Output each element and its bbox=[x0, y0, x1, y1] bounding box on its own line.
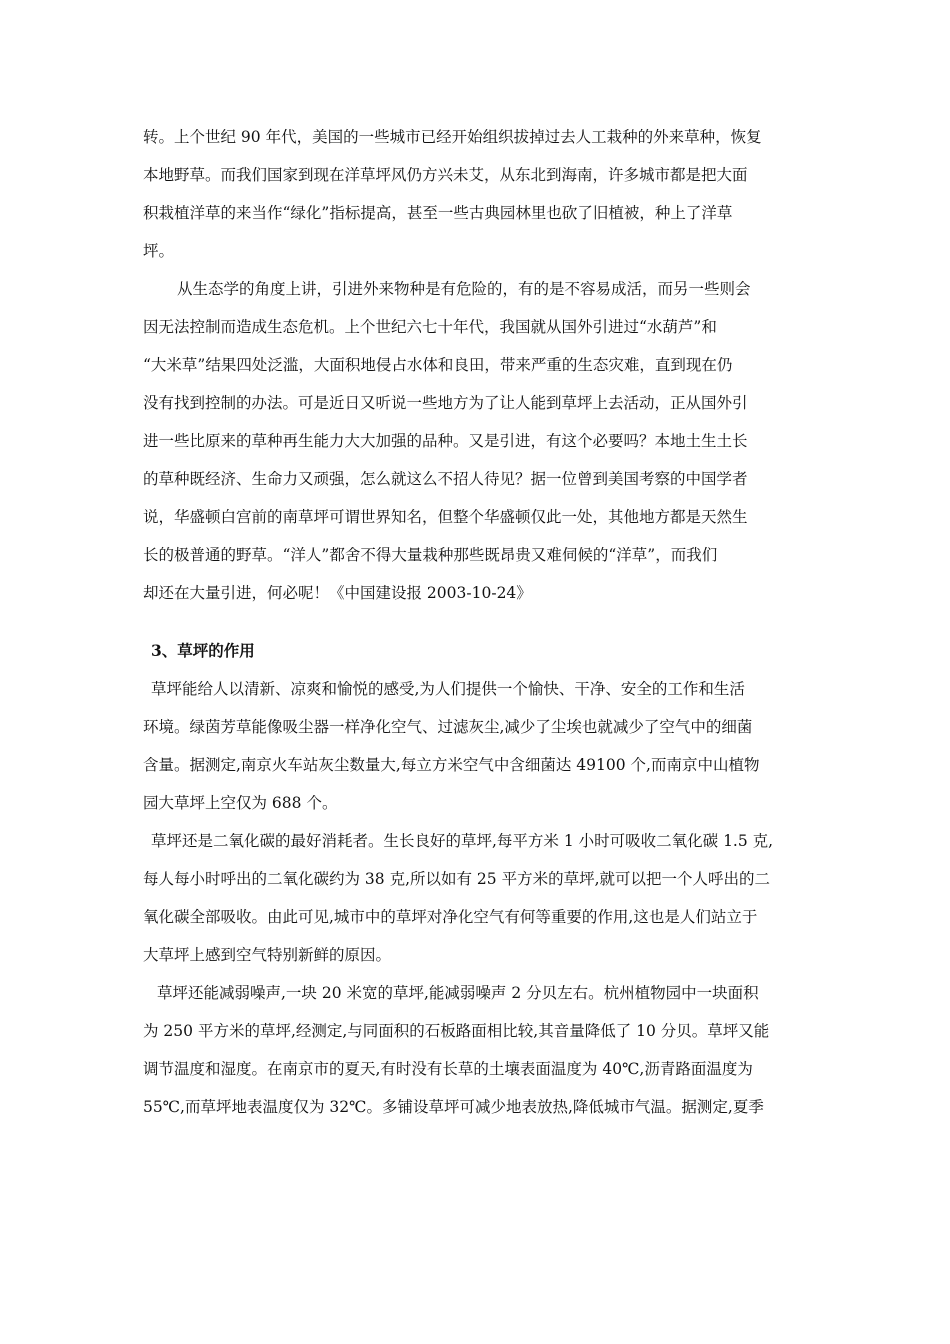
text-line: 本地野草。而我们国家到现在洋草坪风仍方兴未艾，从东北到海南，许多城市都是把大面 bbox=[143, 166, 748, 184]
text-line: 坪。 bbox=[143, 242, 175, 260]
text-line: 长的极普通的野草。“洋人”都舍不得大量栽种那些既昂贵又难伺候的“洋草”，而我们 bbox=[143, 546, 718, 564]
text-line: 大草坪上感到空气特别新鲜的原因。 bbox=[143, 946, 392, 964]
text-line: 氧化碳全部吸收。由此可见,城市中的草坪对净化空气有何等重要的作用,这也是人们站立于 bbox=[143, 908, 758, 926]
paragraph-4 bbox=[143, 822, 815, 974]
text-line: 转。上个世纪 90 年代，美国的一些城市已经开始组织拔掉过去人工栽种的外来草种，恢复 bbox=[143, 128, 762, 146]
text-line: 含量。据测定,南京火车站灰尘数量大,每立方米空气中含细菌达 49100 个,而南京中山植物 bbox=[143, 756, 760, 774]
text-line: 55℃,而草坪地表温度仅为 32℃。多铺设草坪可减少地表放热,降低城市气温。据测定,夏季 bbox=[143, 1098, 764, 1116]
paragraph-3 bbox=[143, 670, 815, 822]
text-line: 环境。绿茵芳草能像吸尘器一样净化空气、过滤灰尘,减少了尘埃也就减少了空气中的细菌 bbox=[143, 718, 753, 736]
text-line: 草坪还是二氧化碳的最好消耗者。生长良好的草坪,每平方米 1 小时可吸收二氧化碳 1.5 克, bbox=[151, 832, 774, 850]
text-line: 从生态学的角度上讲，引进外来物种是有危险的，有的是不容易成活，而另一些则会 bbox=[177, 280, 751, 298]
paragraph-5 bbox=[143, 974, 815, 1126]
text-line: 进一些比原来的草种再生能力大大加强的品种。又是引进，有这个必要吗？本地土生土长 bbox=[143, 432, 748, 450]
text-line: 草坪还能减弱噪声,一块 20 米宽的草坪,能减弱噪声 2 分贝左右。杭州植物园中一块面积 bbox=[157, 984, 759, 1002]
text-line: 为 250 平方米的草坪,经测定,与同面积的石板路面相比较,其音量降低了 10 分贝。草坪又能 bbox=[143, 1022, 770, 1040]
paragraph-2 bbox=[143, 270, 815, 612]
paragraph-1 bbox=[143, 118, 815, 270]
text-line: 调节温度和湿度。在南京市的夏天,有时没有长草的土壤表面温度为 40℃,沥青路面温度为 bbox=[143, 1060, 753, 1078]
text-line: 积栽植洋草的来当作“绿化”指标提高，甚至一些古典园林里也砍了旧植被，种上了洋草 bbox=[143, 204, 733, 222]
text-line: “大米草”结果四处泛滥，大面积地侵占水体和良田，带来严重的生态灾难，直到现在仍 bbox=[143, 356, 733, 374]
section-heading: 3、草坪的作用 bbox=[151, 641, 255, 660]
text-line: 草坪能给人以清新、凉爽和愉悦的感受,为人们提供一个愉快、干净、安全的工作和生活 bbox=[151, 680, 745, 698]
text-line: 因无法控制而造成生态危机。上个世纪六七十年代，我国就从国外引进过“水葫芦”和 bbox=[143, 318, 717, 336]
text-line: 说，华盛顿白宫前的南草坪可谓世界知名，但整个华盛顿仅此一处，其他地方都是天然生 bbox=[143, 508, 748, 526]
text-line: 却还在大量引进，何必呢！《中国建设报 2003-10-24》 bbox=[143, 584, 532, 602]
document-body bbox=[143, 118, 815, 1126]
text-line: 每人每小时呼出的二氧化碳约为 38 克,所以如有 25 平方米的草坪,就可以把一个人呼出的二 bbox=[143, 870, 771, 888]
text-line: 的草种既经济、生命力又顽强，怎么就这么不招人待见？据一位曾到美国考察的中国学者 bbox=[143, 470, 748, 488]
text-line: 园大草坪上空仅为 688 个。 bbox=[143, 794, 338, 812]
text-line: 没有找到控制的办法。可是近日又听说一些地方为了让人能到草坪上去活动，正从国外引 bbox=[143, 394, 748, 412]
spacer bbox=[143, 612, 815, 632]
